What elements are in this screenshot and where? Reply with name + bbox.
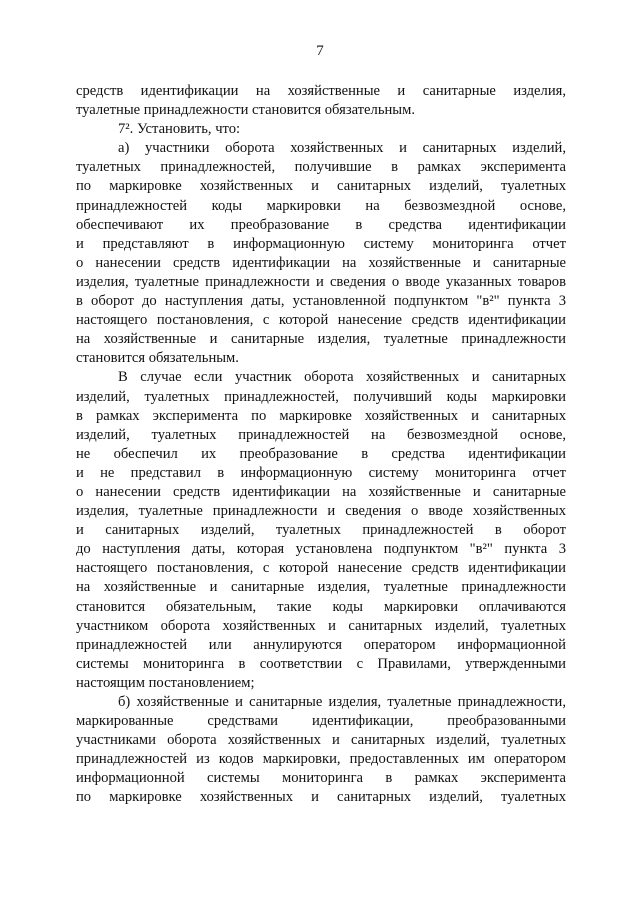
text-line: В случае если участник оборота хозяйственных и санитарных [118, 369, 566, 386]
text-line: изделия, туалетные принадлежности и сведения о вводе хозяйственных [76, 503, 566, 520]
text-line: настоящим постановлением; [76, 674, 255, 691]
text-line: изделий, туалетных принадлежностей, получивший коды маркировки [76, 388, 566, 405]
page-number: 7 [316, 43, 324, 59]
text-line: туалетных принадлежностей, получившие в рамках эксперимента [76, 159, 566, 176]
text-line: принадлежностей из кодов маркировки, предоставленных им оператором [76, 751, 566, 768]
text-line: на хозяйственные и санитарные изделия, туалетные принадлежности [76, 579, 566, 596]
text-line: принадлежностей коды маркировки на безвозмездной основе, [76, 197, 566, 214]
text-line: становится обязательным, такие коды маркировки оплачиваются [76, 598, 566, 615]
text-line: маркированные средствами идентификации, преобразованными [76, 713, 566, 730]
text-line: настоящего постановления, с которой нанесение средств идентификации [76, 560, 566, 577]
text-line: а) участники оборота хозяйственных и санитарных изделий, [118, 140, 566, 157]
text-line: туалетные принадлежности становится обязательным. [76, 102, 415, 119]
text-line: принадлежностей или аннулируются оператором информационной [76, 636, 566, 653]
text-line: в оборот до наступления даты, установленной подпунктом "в²" пункта 3 [76, 293, 566, 310]
text-line: и санитарных изделий, туалетных принадлежностей в оборот [76, 522, 566, 539]
text-line: на хозяйственные и санитарные изделия, туалетные принадлежности [76, 331, 566, 348]
text-line: настоящего постановления, с которой нанесение средств идентификации [76, 312, 566, 329]
text-line: системы мониторинга в соответствии с Правилами, утвержденными [76, 655, 566, 672]
text-line: б) хозяйственные и санитарные изделия, туалетные принадлежности, [118, 694, 566, 710]
text-line: обеспечивают их преобразование в средства идентификации [76, 216, 566, 233]
text-line: изделий, туалетных принадлежностей на безвозмездной основе, [76, 426, 566, 443]
text-line: до наступления даты, которая установлена подпунктом "в²" пункта 3 [76, 541, 566, 558]
text-line: в рамках эксперимента по маркировке хозяйственных и санитарных [76, 407, 566, 424]
text-line: не обеспечил их преобразование в средства идентификации [76, 445, 566, 462]
text-line: становится обязательным. [76, 350, 239, 367]
text-line: и не представил в информационную систему мониторинга отчет [76, 464, 566, 481]
text-line: о нанесении средств идентификации на хозяйственные и санитарные [76, 483, 566, 500]
text-line: информационной системы мониторинга в рамках эксперимента [76, 770, 566, 787]
text-line: и представляют в информационную систему мониторинга отчет [76, 235, 566, 252]
text-line: изделия, туалетные принадлежности и сведения о вводе указанных товаров [76, 273, 566, 290]
text-line: участниками оборота хозяйственных и санитарных изделий, туалетных [76, 732, 566, 749]
text-line: о нанесении средств идентификации на хозяйственные и санитарные [76, 254, 566, 271]
document-body [76, 82, 566, 808]
text-line: 7². Установить, что: [118, 121, 241, 138]
text-line: средств идентификации на хозяйственные и санитарные изделия, [76, 83, 566, 99]
text-line: по маркировке хозяйственных и санитарных изделий, туалетных [76, 789, 566, 806]
text-line: участником оборота хозяйственных и санитарных изделий, туалетных [76, 617, 566, 634]
text-line: по маркировке хозяйственных и санитарных изделий, туалетных [76, 178, 566, 195]
